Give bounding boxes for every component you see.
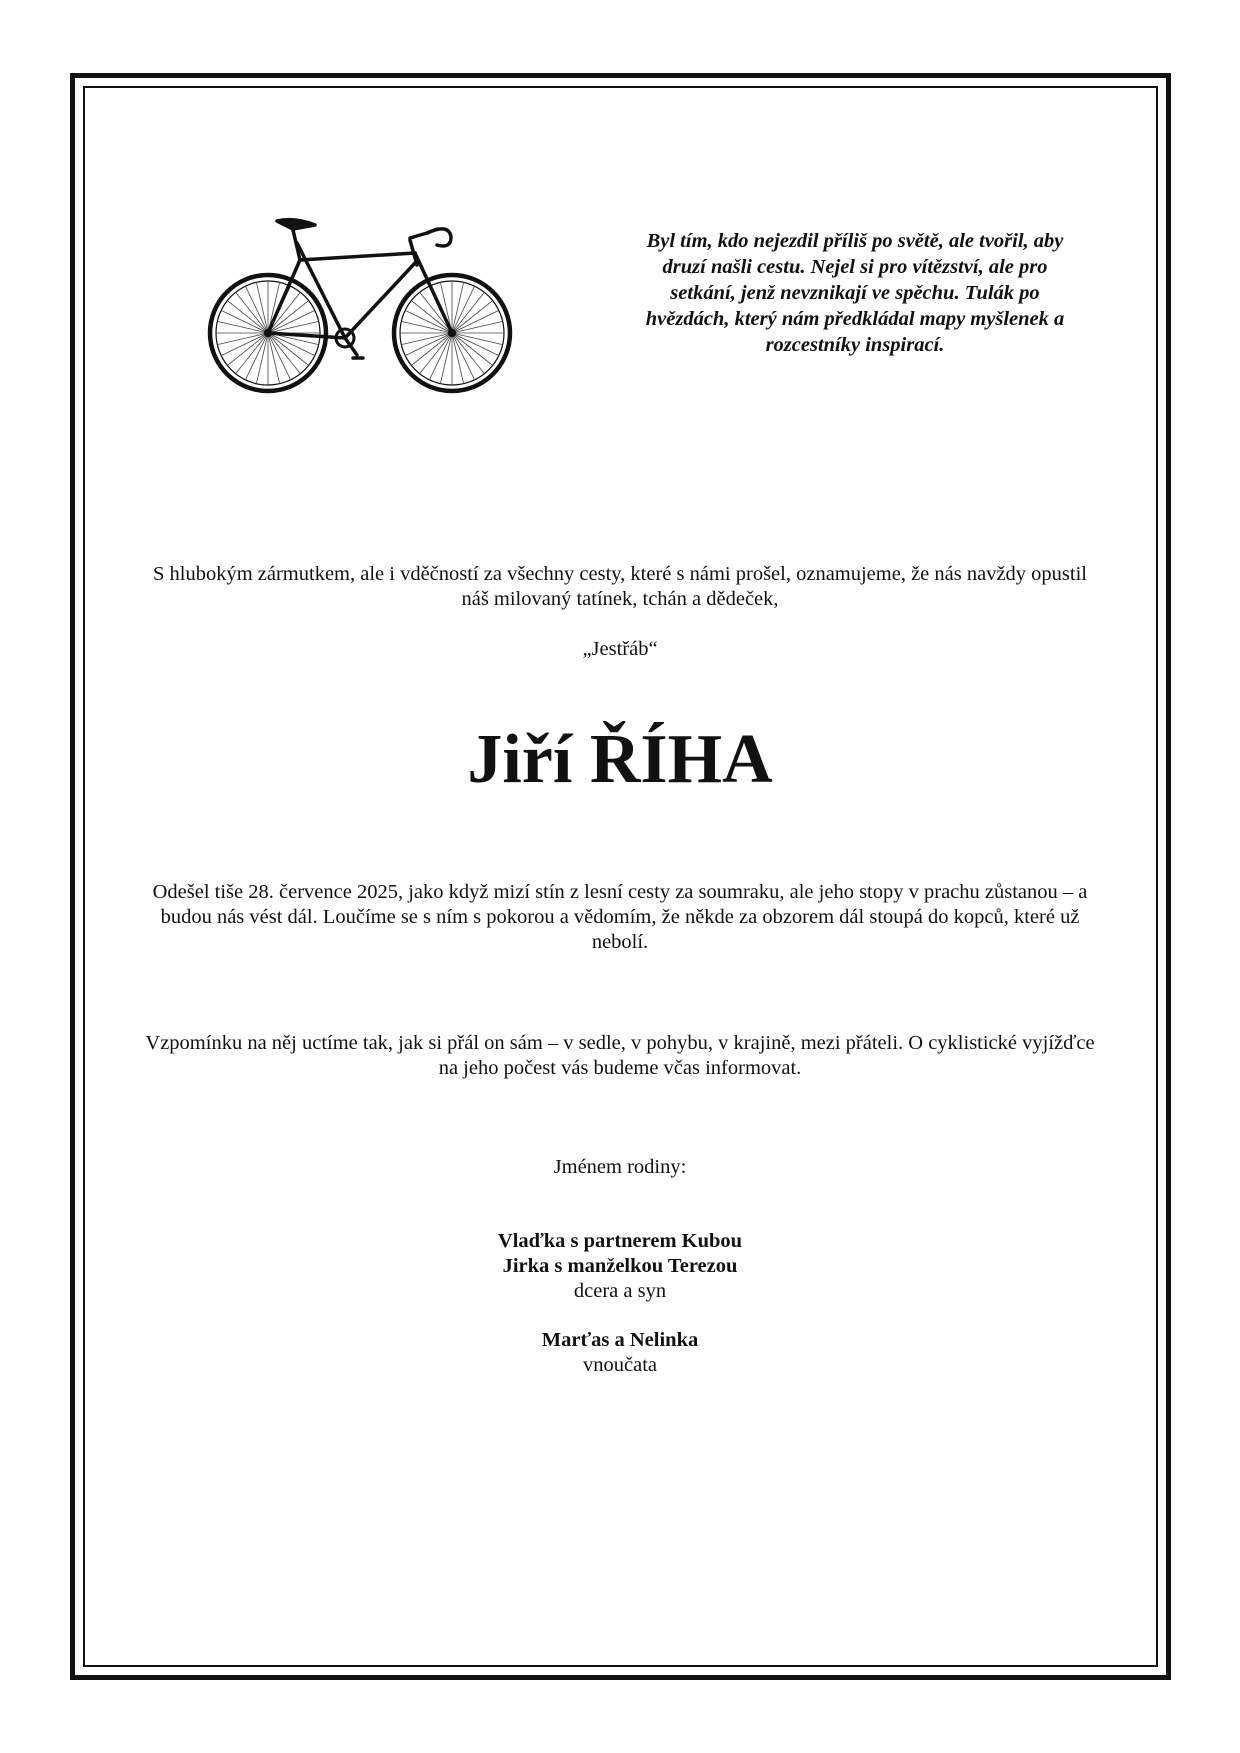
signatory-name: Vlaďka s partnerem Kubou [497, 1230, 743, 1252]
memorial-paragraph: Vzpomínku na něj uctíme tak, jak si přál on sám – v sedle, v pohybu, v krajině, mezi přáteli. O cyklistické vyjížďce na jeho počest vás budeme včas informovat. [145, 1032, 1095, 1079]
nickname: „Jestřáb“ [582, 638, 658, 660]
signatories [140, 1229, 1100, 1378]
passing-paragraph: Odešel tiše 28. července 2025, jako když mizí stín z lesní cesty za soumraku, ale jeho stopy v prachu zůstanou – a budou nás vést dál. Loučíme se s ním s pokorou a vědomím, že někde za obzorem dál stoupá do kopců, které už nebolí. [152, 881, 1088, 953]
deceased-name: Jiří ŘÍHA [467, 721, 773, 798]
signatory-role: dcera a syn [573, 1280, 667, 1302]
quote-text: Byl tím, kdo nejezdil příliš po světě, ale tvořil, aby druzí našli cestu. Nejel si pro vítězství, ale pro setkání, jenž nevznikají ve spěchu. Tulák po hvězdách, který nám předkládal mapy myšlenek a rozcestníky inspirací. [645, 230, 1065, 356]
signatory-name: Jirka s manželkou Terezou [502, 1255, 738, 1277]
signatory-name: Marťas a Nelinka [541, 1329, 699, 1351]
family-label: Jménem rodiny: [553, 1156, 687, 1178]
signatory-role: vnoučata [583, 1354, 657, 1376]
group-gap [140, 1304, 1100, 1328]
announcement-intro: S hlubokým zármutkem, ale i vděčností za všechny cesty, které s námi prošel, oznamujeme, že nás navždy opustil náš milovaný tatínek, tchán a dědeček, [152, 563, 1087, 610]
bicycle-icon [205, 205, 525, 405]
